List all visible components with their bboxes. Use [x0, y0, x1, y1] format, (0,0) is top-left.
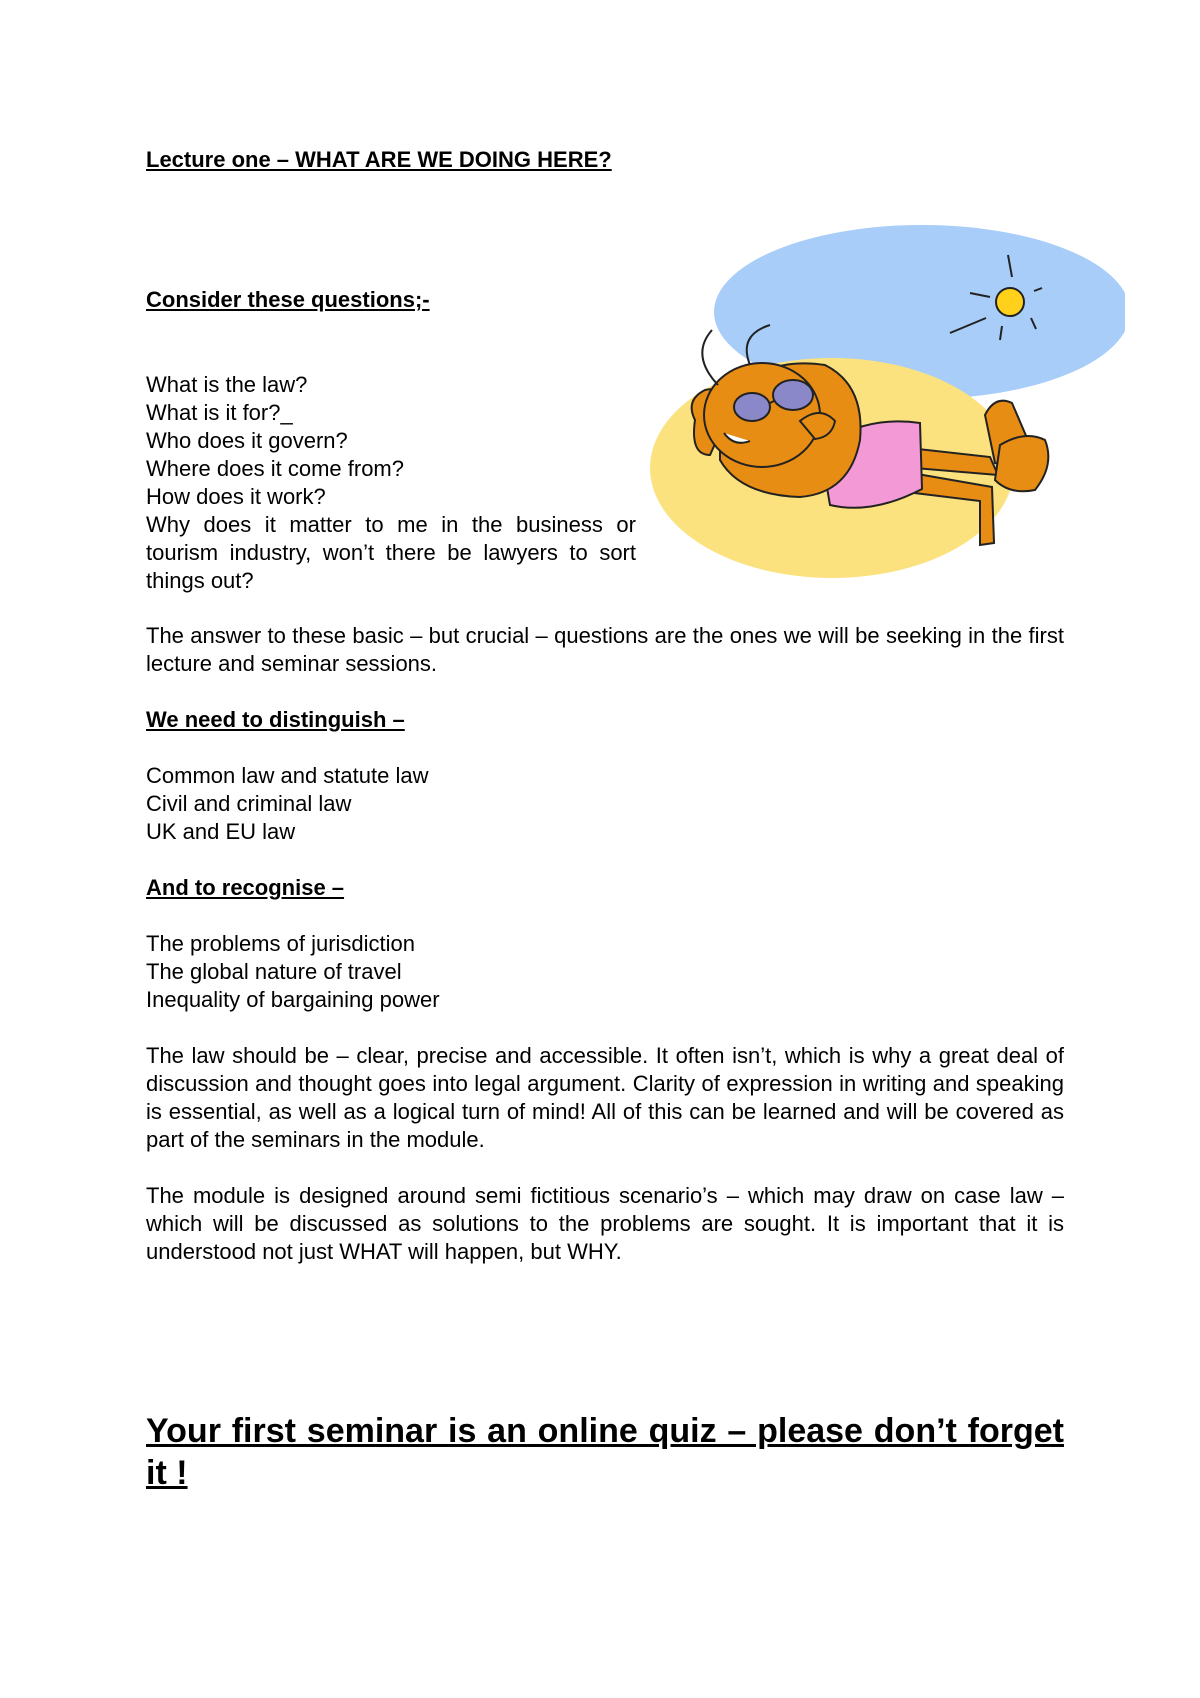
distinguish-heading: We need to distinguish – — [146, 707, 405, 732]
recognise-list — [146, 930, 440, 1014]
distinguish-item: Common law and statute law — [146, 763, 429, 788]
recognise-heading: And to recognise – — [146, 875, 345, 900]
recognise-item: Inequality of bargaining power — [146, 987, 440, 1012]
questions-list — [146, 371, 404, 511]
distinguish-item: UK and EU law — [146, 819, 296, 844]
question-item: Where does it come from? — [146, 456, 404, 481]
question-item: How does it work? — [146, 484, 326, 509]
intro-paragraph: The answer to these basic – but crucial – questions are the ones we will be seeking in the first lecture and seminar sessions. — [146, 623, 1064, 676]
question-item: Who does it govern? — [146, 428, 348, 453]
question-item: What is the law? — [146, 372, 308, 397]
sunbathing-cartoon-icon — [650, 225, 1125, 580]
questions-heading: Consider these questions;- — [146, 287, 430, 312]
question-item-business: Why does it matter to me in the business or tourism industry, won’t there be lawyers to sort things out? — [146, 512, 636, 593]
lecture-title: Lecture one – WHAT ARE WE DOING HERE? — [146, 147, 612, 172]
distinguish-item: Civil and criminal law — [146, 791, 352, 816]
module-paragraph: The module is designed around semi fictitious scenario’s – which may draw on case law – which will be discussed as solutions to the problems are sought. It is important that it is understood not just WHAT will happen, but WHY. — [146, 1183, 1064, 1264]
recognise-item: The global nature of travel — [146, 959, 402, 984]
quiz-reminder: Your first seminar is an online quiz – please don’t forget it ! — [146, 1412, 1064, 1492]
distinguish-list — [146, 762, 428, 846]
law-paragraph: The law should be – clear, precise and accessible. It often isn’t, which is why a great deal of discussion and thought goes into legal argument. Clarity of expression in writing and speaking is essential, as well as a logical turn of mind! All of this can be learned and will be covered as part of the seminars in the module. — [146, 1043, 1064, 1152]
recognise-item: The problems of jurisdiction — [146, 931, 416, 956]
question-item: What is it for?_ — [146, 400, 293, 425]
